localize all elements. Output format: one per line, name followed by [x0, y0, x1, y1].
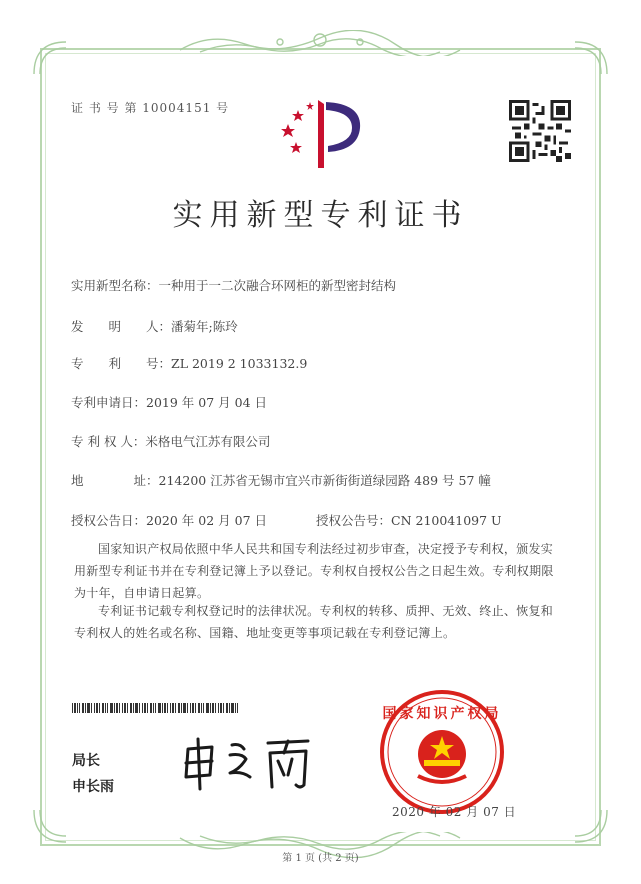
certificate-number: 证 书 号 第 10004151 号 [71, 101, 230, 115]
field-label: 专 利 号： [71, 356, 172, 371]
field-label: 地 址： [71, 473, 159, 488]
field-label: 发 明 人： [71, 319, 172, 334]
seal-date: 2020 年 02 月 07 日 [392, 805, 517, 819]
field-value: 2019 年 07 月 04 日 [146, 395, 268, 410]
field-value: CN 210041097 U [391, 513, 502, 528]
field-label: 专 利 权 人： [71, 434, 146, 449]
top-ornament-icon [170, 30, 470, 56]
field-address [71, 471, 491, 489]
page-footer: 第 1 页 (共 2 页) [282, 853, 359, 864]
corner-ornament-icon [571, 38, 611, 78]
barcode-icon [72, 703, 238, 713]
field-value: 214200 江苏省无锡市宜兴市新街街道绿园路 489 号 57 幢 [158, 473, 491, 488]
svg-text:国家知识产权局: 国家知识产权局 [382, 706, 502, 722]
field-label: 授权公告日： [71, 513, 147, 528]
field-inventor [71, 317, 238, 335]
handwritten-signature-icon [180, 735, 320, 791]
field-value: 潘菊年;陈玲 [171, 319, 238, 334]
field-value: 2020 年 02 月 07 日 [146, 513, 268, 528]
signatory-name: 申长雨 [72, 779, 114, 795]
field-patent-number [71, 354, 307, 372]
field-value: 一种用于一二次融合环网柜的新型密封结构 [158, 278, 397, 293]
field-value: 米格电气江苏有限公司 [145, 434, 271, 449]
signatory-title: 局长 [72, 753, 100, 769]
field-value: ZL 2019 2 1033132.9 [171, 356, 308, 371]
field-grant-number [316, 511, 502, 529]
corner-ornament-icon [571, 806, 611, 846]
qr-code-icon [509, 100, 571, 162]
statement-paragraph: 国家知识产权局依照中华人民共和国专利法经过初步审查，决定授予专利权，颁发实用新型专利证书并在专利登记簿上予以登记。专利权自授权公告之日起生效。专利权期限为十年，自申请日起算。 [74, 542, 554, 600]
field-application-date [71, 393, 267, 411]
corner-ornament-icon [30, 38, 70, 78]
field-label: 授权公告号： [316, 513, 392, 528]
cnipa-logo-icon [276, 94, 372, 170]
corner-ornament-icon [30, 806, 70, 846]
official-seal-icon [378, 688, 506, 816]
field-utility-model-name [71, 276, 396, 294]
field-grant-date [71, 511, 267, 529]
field-patentee [71, 432, 270, 450]
certificate-title: 实用新型专利证书 [172, 198, 469, 233]
statement-paragraph: 专利证书记载专利权登记时的法律状况。专利权的转移、质押、无效、终止、恢复和专利权人的姓名或名称、国籍、地址变更等事项记载在专利登记簿上。 [74, 604, 554, 640]
field-label: 实用新型名称： [71, 278, 159, 293]
field-label: 专利申请日： [71, 395, 147, 410]
